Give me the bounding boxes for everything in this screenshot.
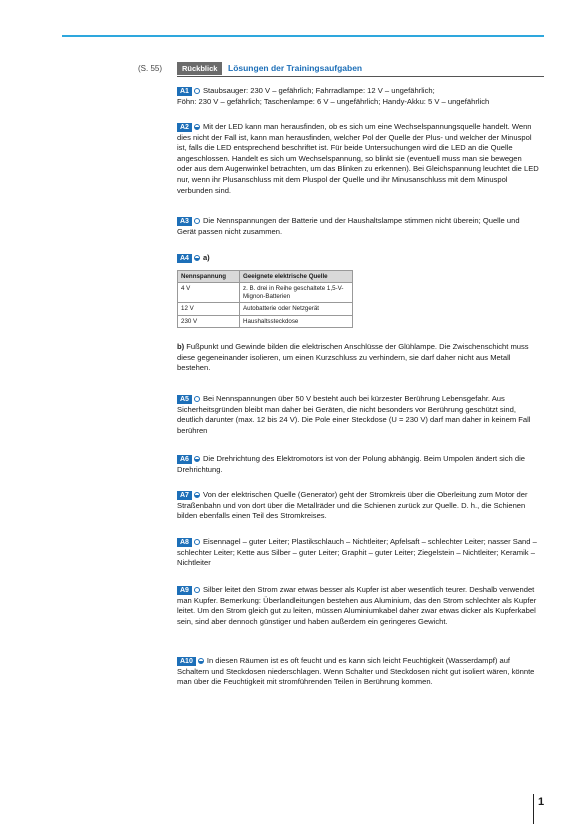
table-cell: Autobatterie oder Netzgerät — [240, 303, 353, 316]
page-number-rule — [533, 794, 534, 824]
voltage-source-table — [177, 270, 353, 329]
answer-a6 — [177, 454, 539, 475]
answer-text: Silber leitet den Strom zwar etwas besser als Kupfer ist aber wesentlich teurer. Deshalb verwendet man Kupfer. Bemerkung: Überlandleitungen bestehen aus Aluminium, das den Strom schlechter als Kupfer leitet. Um den Strom gleich gut zu leiten, müssen Aluminiumkabel daher zwar etwas dicker als Kupferkabel sein, sind aber dennoch günstiger und haben außerdem ein geringeres Gewicht. — [177, 585, 537, 626]
part-a-label: a) — [202, 253, 210, 262]
difficulty-medium-icon — [194, 492, 200, 498]
answer-a9 — [177, 585, 539, 627]
answer-text: Fußpunkt und Gewinde bilden die elektrischen Anschlüsse der Glühlampe. Die Zwischenschicht muss diese gegeneinander isolieren, um einen Kurzschluss zu verhindern, sie darf daher nicht aus Metall bestehen. — [177, 342, 529, 373]
task-badge: A7 — [177, 491, 192, 500]
difficulty-medium-icon — [194, 456, 200, 462]
task-badge: A4 — [177, 254, 192, 263]
answer-a7 — [177, 490, 539, 522]
difficulty-easy-icon — [194, 88, 200, 94]
answer-text: Eisennagel – guter Leiter; Plastikschlauch – Nichtleiter; Apfelsaft – schlechter Leiter; nasser Sand – schlechter Leiter; Kette aus Silber – guter Leiter; Graphit – guter Leiter; Ziegelstein – Nichtleiter; Keramik – Nichtleiter — [177, 537, 537, 568]
table-cell: 4 V — [178, 283, 240, 303]
table-cell: z. B. drei in Reihe geschaltete 1,5-V-Mignon-Batterien — [240, 283, 353, 303]
difficulty-medium-icon — [194, 255, 200, 261]
task-badge: A1 — [177, 87, 192, 96]
answer-a4-part-b — [177, 342, 539, 374]
answer-a10 — [177, 656, 539, 688]
task-badge: A9 — [177, 586, 192, 595]
table-cell: 230 V — [178, 315, 240, 328]
task-badge: A8 — [177, 538, 192, 547]
table-row — [178, 303, 353, 316]
difficulty-medium-icon — [198, 658, 204, 664]
difficulty-easy-icon — [194, 218, 200, 224]
table-header: Nennspannung — [178, 270, 240, 283]
top-rule — [62, 35, 544, 37]
answer-a1 — [177, 86, 539, 107]
difficulty-easy-icon — [194, 587, 200, 593]
table-cell: 12 V — [178, 303, 240, 316]
answer-text: Mit der LED kann man herausfinden, ob es sich um eine Wechselspannungsquelle handelt. Wenn dies nicht der Fall ist, kann man herausfinden, welcher Pol der Quelle der Plus- und welcher der Minuspol ist, falls die LED entsprechend beschriftet ist. Für beide Untersuchungen wird die LED an die Quelle angeschlossen. Handelt es sich um Wechselspannung, so blinkt sie (eventuell muss man sie bewegen oder aus dem Augenwinkel betrachten, um das Blinken zu erkennen). Bei Gleichspannung leuchtet die LED nur, wenn ihr Plusanschluss mit dem Pluspol der Quelle und ihr Minusanschluss mit dem Minuspol verbunden sind. — [177, 122, 539, 195]
answer-a2 — [177, 122, 539, 196]
page-reference: (S. 55) — [138, 64, 163, 73]
answer-text: In diesen Räumen ist es oft feucht und es kann sich leicht Feuchtigkeit (Wasserdampf) auf Schaltern und Steckdosen niederschlagen. Wenn Schalter und Steckdosen nicht gut isoliert wären, könnte man über die Feuchtigkeit mit stromführenden Teilen in Berührung kommen. — [177, 656, 535, 687]
answer-a5 — [177, 394, 539, 436]
section-tag: Rückblick — [177, 62, 222, 75]
task-badge: A3 — [177, 217, 192, 226]
answer-a4 — [177, 253, 539, 374]
answer-text: Staubsauger: 230 V – gefährlich; Fahrradlampe: 12 V – ungefährlich; — [202, 86, 435, 95]
difficulty-easy-icon — [194, 539, 200, 545]
difficulty-easy-icon — [194, 396, 200, 402]
page-number: 1 — [538, 796, 545, 808]
table-row — [178, 315, 353, 328]
table-header: Geeignete elektrische Quelle — [240, 270, 353, 283]
answer-text: Föhn: 230 V – gefährlich; Taschenlampe: 6 V – ungefährlich; Handy-Akku: 5 V – ungefährlich — [177, 96, 490, 106]
task-badge: A5 — [177, 395, 192, 404]
answer-text: Die Drehrichtung des Elektromotors ist von der Polung abhängig. Beim Umpolen ändert sich die Drehrichtung. — [177, 454, 526, 474]
difficulty-medium-icon — [194, 124, 200, 130]
answer-text: Bei Nennspannungen über 50 V besteht auch bei kürzester Berührung Lebensgefahr. Aus Sicherheitsgründen bleibt man daher bei Geräten, die nicht besonders vor Berührung geschützt sind, deutlich darunter (max. 12 bis 24 V). Die Pole einer Steckdose (U = 230 V) darf man daher in keinem Fall berühren — [177, 394, 531, 435]
task-badge: A10 — [177, 657, 196, 666]
task-badge: A6 — [177, 455, 192, 464]
answer-a3 — [177, 216, 539, 237]
section-title: Lösungen der Trainingsaufgaben — [228, 63, 363, 73]
section-header — [177, 62, 544, 77]
answer-text: Die Nennspannungen der Batterie und der Haushaltslampe stimmen nicht überein; Quelle und Gerät passen nicht zusammen. — [177, 216, 520, 236]
task-badge: A2 — [177, 123, 192, 132]
part-b-label: b) — [177, 342, 185, 352]
table-row — [178, 283, 353, 303]
answer-a8 — [177, 537, 539, 569]
table-cell: Haushaltssteckdose — [240, 315, 353, 328]
answer-text: Von der elektrischen Quelle (Generator) geht der Stromkreis über die Oberleitung zum Motor der Straßenbahn und von dort über die Metallräder und die Schienen zurück zur Quelle. D. h., die Schienen bilden ebenfalls einen Teil des Stromkreises. — [177, 490, 528, 521]
